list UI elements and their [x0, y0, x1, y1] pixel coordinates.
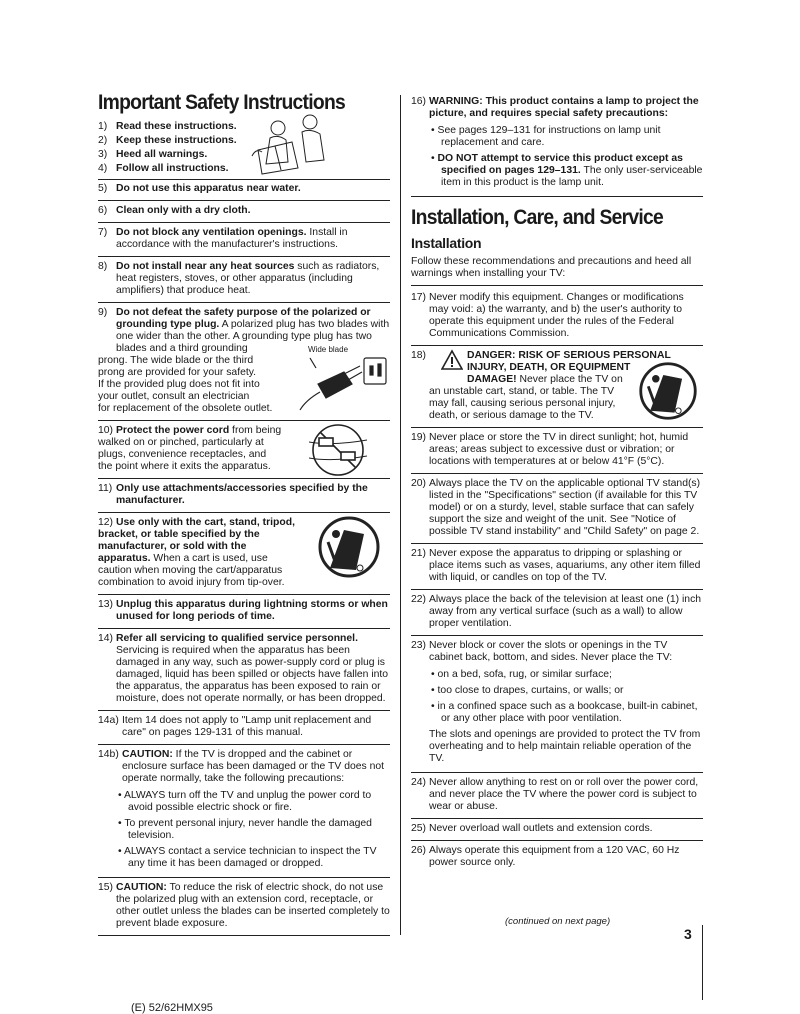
item-1: 1) Read these instructions.: [98, 121, 237, 132]
item-9: 9) Do not defeat the safety purpose of the polarized or grounding type plug. A polarized plug has two blades with one wider than the other. A grounding type plug has two blades and a third grounding prong. The wide blade or the third prong are provided for your safety. If the provided plug does not fit into your outlet, consult an electrician for replacement of the obsolete outlet. Wide blade: [98, 304, 390, 421]
reading-people-illustration: [248, 112, 338, 180]
item-5: 5) Do not use this apparatus near water.: [98, 180, 390, 201]
item-2: 2) Keep these instructions.: [98, 135, 237, 146]
left-column: [98, 92, 390, 937]
bullet-23-3: • in a confined space such as a bookcase, built-in cabinet, or any other place with poor ventilation.: [431, 701, 698, 724]
tv-cart-tip-over-icon: [637, 361, 699, 421]
item-17: 17) Never modify this equipment. Changes or modifications may void: a) the warranty, and b) the user's authority to operate this equipment under the rules of the Federal Communications Commission.: [411, 289, 703, 346]
item-26: 26) Always operate this equipment from a 120 VAC, 60 Hz power source only.: [411, 845, 680, 868]
item-22: 22) Always place the back of the television at least one (1) inch away from any vertical surface (such as a wall) to allow proper ventilation.: [411, 591, 703, 636]
item-6: 6) Clean only with a dry cloth.: [98, 202, 390, 223]
item-15: 15) CAUTION: To reduce the risk of electric shock, do not use the polarized plug with an extension cord, receptacle, or other outlet unless the blades can be inserted completely to prevent blade exposure.: [98, 879, 390, 936]
item-14: 14) Refer all servicing to qualified service personnel. Servicing is required when the apparatus has been damaged in any way, such as power-supply cord or plug is damaged, liquid has been spilled or objects have fallen into the apparatus, the apparatus has been exposed to rain or moisture, does not operate normally, or has been dropped.: [98, 630, 390, 711]
continued-note: (continued on next page): [505, 916, 611, 927]
polarized-plug-illustration: [298, 354, 390, 412]
installation-intro: Follow these recommendations and precautions and heed all warnings when installing your TV:: [411, 256, 703, 286]
column-divider: [400, 95, 401, 935]
item-10: 10) Protect the power cord from being walked on or pinched, particularly at plugs, convenience receptacles, and the point where it exits the apparatus.: [98, 422, 390, 479]
bullet-23-2: • too close to drapes, curtains, or walls; or: [431, 685, 624, 696]
bullet-16-2: • DO NOT attempt to service this product except as specified on pages 129–131. The only user-serviceable item in this product is the lamp unit.: [431, 153, 703, 188]
item-23-note: The slots and openings are provided to protect the TV from overheating and to help maintain reliable operation of the TV.: [429, 729, 701, 764]
item-16: 16) WARNING: This product contains a lamp to project the picture, and requires special safety precautions: • See pages 129–131 for instructions on lamp unit replacement and care. • DO NOT attempt to service this product except as specified on pages 129–131. The only user-serviceable item in this product is the lamp unit.: [411, 96, 703, 197]
bullet-14b-2: • To prevent personal injury, never handle the damaged television.: [118, 818, 372, 841]
item-23: 23) Never block or cover the slots or openings in the TV cabinet back, bottom, and sides. Never place the TV: • on a bed, sofa, rug, or similar surface; • too close to drapes, curtains, or walls; or • in a confined space such as a bookcase, built-in cabinet, or any other place with poor ventilation. The slots and openings are provided to protect the TV from overheating and to help maintain reliable operation of the TV.: [411, 637, 703, 773]
item-25: 25) Never overload wall outlets and extension cords.: [411, 820, 703, 841]
item-14b: 14b) CAUTION: If the TV is dropped and the cabinet or enclosure surface has been damaged or the TV does not operate normally, take the following precautions: • ALWAYS turn off the TV and unplug the power cord to avoid possible electric shock or fire. • To prevent personal injury, never handle the damaged television. • ALWAYS contact a service technician to inspect the TV any time it has been damaged or dropped.: [98, 746, 390, 878]
item-24: 24) Never allow anything to rest on or roll over the power cord, and never place the TV where the power cord is subject to wear or abuse.: [411, 774, 703, 819]
bullet-14b-3: • ALWAYS contact a service technician to inspect the TV any time it has been damaged or dropped.: [118, 846, 377, 869]
wide-blade-label: Wide blade: [308, 345, 349, 354]
cart-tip-over-warning-icon: [316, 516, 382, 578]
item-11: 11) Only use attachments/accessories specified by the manufacturer.: [98, 480, 390, 513]
footer-model: (E) 52/62HMX95: [131, 1002, 213, 1014]
page-number-rule: [702, 925, 703, 1000]
item-13: 13) Unplug this apparatus during lightning storms or when unused for long periods of time.: [98, 596, 390, 629]
right-column: [411, 96, 703, 872]
no-pinch-cord-icon: [303, 422, 373, 478]
items-1-4: [98, 120, 390, 180]
item-8: 8) Do not install near any heat sources such as radiators, heat registers, stoves, or other apparatus (including amplifiers) that produce heat.: [98, 258, 390, 303]
warning-triangle-icon: [441, 349, 463, 371]
item-7: 7) Do not block any ventilation openings. Install in accordance with the manufacturer's instructions.: [98, 224, 390, 257]
bullet-23-1: • on a bed, sofa, rug, or similar surface;: [431, 669, 612, 680]
item-19: 19) Never place or store the TV in direct sunlight; hot, humid areas; areas subject to excessive dust or vibration; or locations with temperatures at or below 41°F (5°C).: [411, 429, 703, 474]
item-14a: 14a) Item 14 does not apply to "Lamp unit replacement and care" on pages 129-131 of this manual.: [98, 712, 390, 745]
page-number: 3: [684, 926, 692, 942]
bullet-16-1: • See pages 129–131 for instructions on lamp unit replacement and care.: [431, 125, 661, 148]
item-18: 18) DANGER: RISK OF SERIOUS PERSONAL INJURY, DEATH, OR EQUIPMENT DAMAGE! Never place the TV on an unstable cart, stand, or table. The TV may fall, causing serious personal injury, death, or serious damage to the TV.: [411, 347, 703, 428]
section-title: Installation, Care, and Service: [411, 206, 664, 229]
item-12: 12) Use only with the cart, stand, tripod, bracket, or table specified by the manufacturer, or sold with the apparatus. When a cart is used, use caution when moving the cart/apparatus combination to avoid injury from tip-over.: [98, 514, 390, 595]
section-subtitle: Installation: [411, 235, 482, 251]
item-20: 20) Always place the TV on the applicable optional TV stand(s) listed in the "Specifications" section (if available for this TV model) or on a sturdy, level, stable surface that can safely support the size and weight of the unit. See "Notice of possible TV stand instability" and "Child Safety" on page 2.: [411, 475, 703, 544]
page-title: Important Safety Instructions: [98, 91, 346, 114]
item-3: 3) Heed all warnings.: [98, 149, 208, 160]
item-21: 21) Never expose the apparatus to dripping or splashing or place items such as vases, aquariums, any other item filled with liquid, or candles on top of the TV.: [411, 545, 703, 590]
item-4: 4) Follow all instructions.: [98, 163, 229, 174]
bullet-14b-1: • ALWAYS turn off the TV and unplug the power cord to avoid possible electric shock or fire.: [118, 790, 372, 813]
